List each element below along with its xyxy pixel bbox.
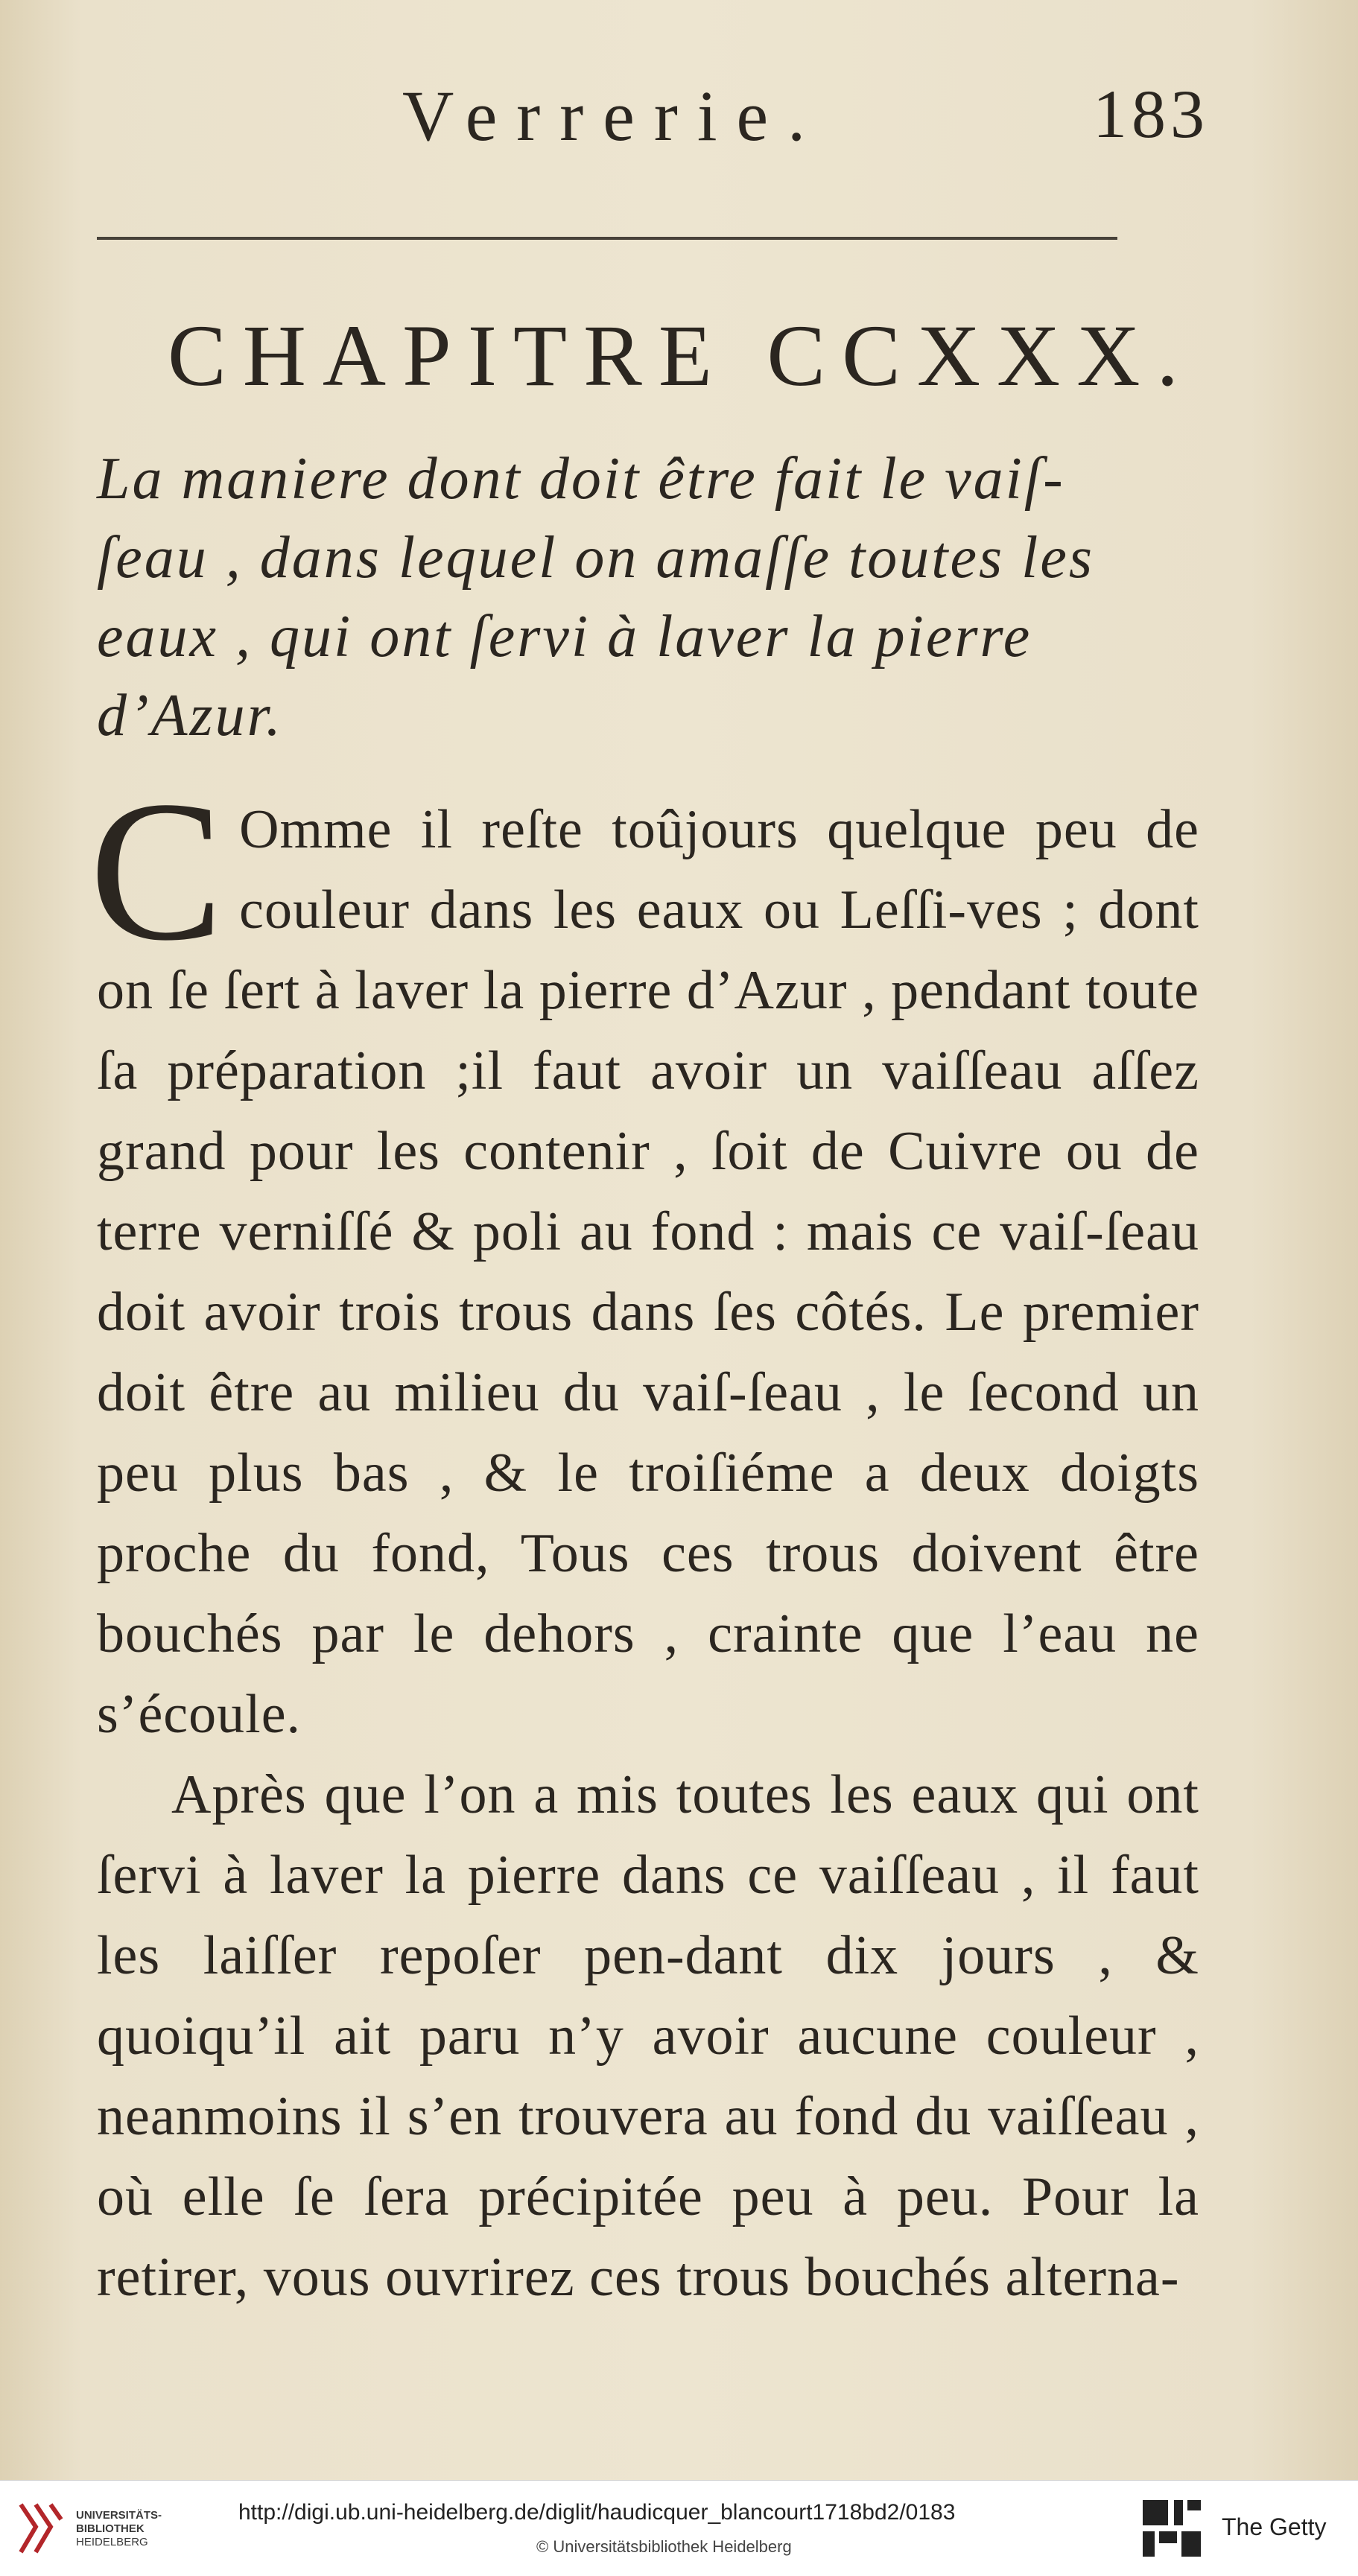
header-rule: [97, 237, 1117, 240]
ub-heidelberg-logo-icon: [13, 2497, 66, 2560]
copyright-notice: © Universitätsbibliothek Heidelberg: [536, 2537, 792, 2556]
footer-bar: [0, 2480, 1358, 2576]
institution-line-2: BIBLIOTHEK: [76, 2522, 145, 2535]
institution-name: [76, 2509, 188, 2549]
body-text: [89, 760, 1199, 2318]
chapter-subtitle: La maniere dont doit être fait le vaiſ- ſeau , dans lequel on amaſſe toutes les eaux , qui ont ſervi à laver la pierre d’Azur.: [97, 446, 1095, 748]
partner-name: The Getty: [1222, 2513, 1327, 2540]
running-head: Verrerie.: [402, 76, 825, 156]
institution-line-3: HEIDELBERG: [76, 2536, 148, 2548]
paragraph-1-text: Omme il reſte toûjours quelque peu de couleur dans les eaux ou Leſſi-ves ; dont on ſe ſert à laver la pierre d’Azur , pendant toute ſa préparation ;il faut avoir un vaiſſeau aſſez grand pour les contenir , ſoit de Cuivre ou de terre verniſſé & poli au fond : mais ce vaiſ-ſeau doit avoir trois trous dans ſes côtés. Le premier doit être au milieu du vaiſ-ſeau , le ſecond un peu plus bas , & le troiſiéme a deux doigts proche du fond, Tous ces trous doivent être bouchés par le dehors , crainte que l’eau ne s’écoule.: [97, 799, 1199, 1745]
paragraph-2: Après que l’on a mis toutes les eaux qui ont ſervi à laver la pierre dans ce vaiſſeau , il faut les laiſſer repoſer pen-dant dix jours , & quoiqu’il ait paru n’y avoir aucune couleur , neanmoins il s’en trouvera au fond du vaiſſeau , où elle ſe ſera précipitée peu à peu. Pour la retirer, vous ouvrirez ces trous bouchés alterna-: [97, 1764, 1199, 2308]
paragraph-1: [89, 760, 1199, 1755]
page-number: 183: [1093, 76, 1209, 152]
getty-logo-icon: [1140, 2497, 1204, 2560]
institution-line-1: UNIVERSITÄTS-: [76, 2509, 162, 2522]
drop-cap: C: [89, 760, 225, 982]
permalink-url[interactable]: http://digi.ub.uni-heidelberg.de/diglit/haudicquer_blancourt1718bd2/0183: [238, 2500, 956, 2525]
chapter-title: CHAPITRE CCXXX.: [168, 307, 1195, 404]
